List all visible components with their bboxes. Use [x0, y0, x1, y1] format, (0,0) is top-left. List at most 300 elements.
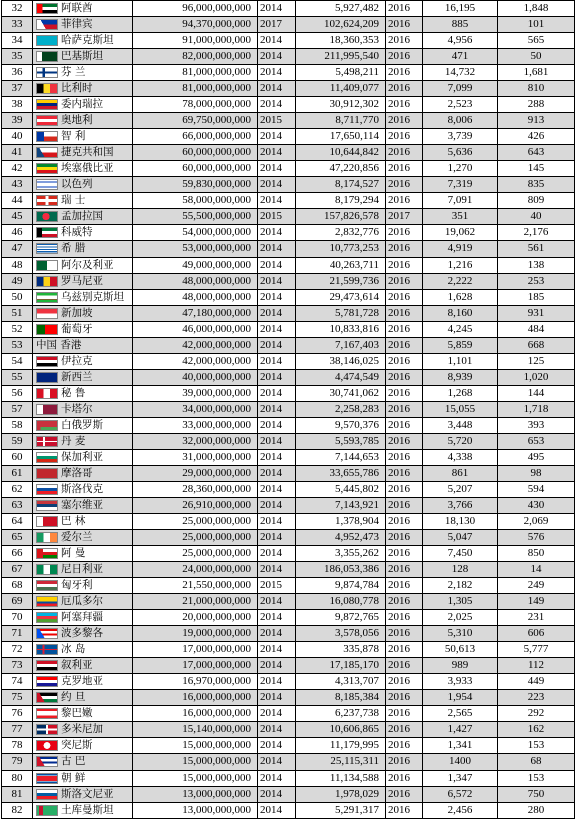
value-cell: 42,000,000,000 — [133, 353, 258, 369]
rank-cell: 67 — [2, 562, 33, 578]
table-row — [2, 113, 575, 129]
flag-lebanon-icon — [36, 708, 58, 719]
country-cell — [33, 481, 133, 497]
flag-romania-icon — [36, 276, 58, 287]
year-cell: 2014 — [258, 786, 296, 802]
per-capita-cell: 7,450 — [423, 546, 498, 562]
country-name: 叙利亚 — [61, 659, 93, 672]
table-row — [2, 786, 575, 802]
table-row — [2, 449, 575, 465]
country-cell — [33, 738, 133, 754]
flag-syria-icon — [36, 660, 58, 671]
per-capita-alt-cell: 14 — [498, 562, 575, 578]
year-cell: 2014 — [258, 369, 296, 385]
table-row — [2, 594, 575, 610]
population-cell: 38,146,025 — [296, 353, 386, 369]
country-name: 摩洛哥 — [61, 466, 93, 479]
value-cell: 60,000,000,000 — [133, 145, 258, 161]
per-capita-alt-cell: 292 — [498, 706, 575, 722]
table-row — [2, 385, 575, 401]
per-capita-cell: 50,613 — [423, 642, 498, 658]
country-name: 菲律宾 — [61, 18, 93, 31]
population-cell: 30,741,062 — [296, 385, 386, 401]
flag-azerbaijan-icon — [36, 612, 58, 623]
rank-cell: 57 — [2, 401, 33, 417]
population-year-cell: 2016 — [386, 465, 423, 481]
rank-cell: 47 — [2, 241, 33, 257]
per-capita-cell: 1,347 — [423, 770, 498, 786]
country-cell — [33, 369, 133, 385]
value-cell: 59,830,000,000 — [133, 177, 258, 193]
per-capita-alt-cell: 40 — [498, 209, 575, 225]
rank-cell: 79 — [2, 754, 33, 770]
year-cell: 2014 — [258, 257, 296, 273]
year-cell: 2014 — [258, 161, 296, 177]
country-name: 克罗地亚 — [61, 675, 103, 688]
per-capita-cell: 3,933 — [423, 674, 498, 690]
per-capita-cell: 3,766 — [423, 497, 498, 513]
rank-cell: 74 — [2, 674, 33, 690]
rank-cell: 61 — [2, 465, 33, 481]
table-row — [2, 241, 575, 257]
country-cell — [33, 546, 133, 562]
country-name: 新西兰 — [61, 370, 93, 383]
rank-cell: 37 — [2, 81, 33, 97]
rank-cell: 54 — [2, 353, 33, 369]
value-cell: 20,000,000,000 — [133, 610, 258, 626]
rank-cell: 72 — [2, 642, 33, 658]
population-cell: 10,606,865 — [296, 722, 386, 738]
per-capita-cell: 4,338 — [423, 449, 498, 465]
per-capita-alt-cell: 913 — [498, 113, 575, 129]
per-capita-alt-cell: 68 — [498, 754, 575, 770]
flag-morocco-icon — [36, 468, 58, 479]
country-cell — [33, 401, 133, 417]
population-year-cell: 2016 — [386, 497, 423, 513]
table-row — [2, 145, 575, 161]
rank-cell: 56 — [2, 385, 33, 401]
table-row — [2, 738, 575, 754]
per-capita-cell: 351 — [423, 209, 498, 225]
per-capita-alt-cell: 1,681 — [498, 65, 575, 81]
flag-jordan-icon — [36, 692, 58, 703]
value-cell: 24,000,000,000 — [133, 562, 258, 578]
per-capita-alt-cell: 125 — [498, 353, 575, 369]
country-name: 伊拉克 — [61, 354, 93, 367]
rank-cell: 55 — [2, 369, 33, 385]
table-row — [2, 353, 575, 369]
population-cell: 9,872,765 — [296, 610, 386, 626]
population-cell: 8,174,527 — [296, 177, 386, 193]
flag-singapore-icon — [36, 308, 58, 319]
year-cell: 2014 — [258, 81, 296, 97]
rank-cell: 42 — [2, 161, 33, 177]
per-capita-cell: 15,055 — [423, 401, 498, 417]
table-row — [2, 754, 575, 770]
country-cell — [33, 594, 133, 610]
population-year-cell: 2016 — [386, 401, 423, 417]
population-year-cell: 2016 — [386, 802, 423, 818]
table-row — [2, 321, 575, 337]
country-name: 中国 香港 — [36, 338, 82, 351]
per-capita-cell: 14,732 — [423, 65, 498, 81]
rank-cell: 66 — [2, 546, 33, 562]
value-cell: 21,550,000,000 — [133, 578, 258, 594]
country-name: 哈萨克斯坦 — [61, 34, 114, 47]
rank-cell: 52 — [2, 321, 33, 337]
value-cell: 69,750,000,000 — [133, 113, 258, 129]
population-year-cell: 2016 — [386, 738, 423, 754]
population-year-cell: 2016 — [386, 225, 423, 241]
rank-cell: 44 — [2, 193, 33, 209]
country-name: 波多黎各 — [61, 627, 103, 640]
country-name: 丹 麦 — [61, 434, 86, 447]
table-row — [2, 17, 575, 33]
country-cell — [33, 497, 133, 513]
population-cell: 10,833,816 — [296, 321, 386, 337]
table-row — [2, 369, 575, 385]
population-cell: 29,473,614 — [296, 289, 386, 305]
country-cell — [33, 273, 133, 289]
rank-cell: 36 — [2, 65, 33, 81]
table-row — [2, 690, 575, 706]
per-capita-alt-cell: 231 — [498, 610, 575, 626]
population-cell: 1,378,904 — [296, 514, 386, 530]
country-name: 匈牙利 — [61, 579, 93, 592]
population-cell: 10,773,253 — [296, 241, 386, 257]
population-year-cell: 2016 — [386, 65, 423, 81]
value-cell: 55,500,000,000 — [133, 209, 258, 225]
year-cell: 2014 — [258, 481, 296, 497]
year-cell: 2014 — [258, 417, 296, 433]
per-capita-alt-cell: 185 — [498, 289, 575, 305]
year-cell: 2014 — [258, 129, 296, 145]
population-cell: 5,498,211 — [296, 65, 386, 81]
population-year-cell: 2016 — [386, 161, 423, 177]
population-cell: 335,878 — [296, 642, 386, 658]
population-year-cell: 2016 — [386, 81, 423, 97]
rank-cell: 69 — [2, 594, 33, 610]
rank-cell: 80 — [2, 770, 33, 786]
per-capita-alt-cell: 576 — [498, 530, 575, 546]
population-year-cell: 2016 — [386, 722, 423, 738]
flag-czech-republic-icon — [36, 147, 58, 158]
population-cell: 9,570,376 — [296, 417, 386, 433]
value-cell: 48,000,000,000 — [133, 273, 258, 289]
per-capita-alt-cell: 809 — [498, 193, 575, 209]
table-row — [2, 305, 575, 321]
population-cell: 11,409,077 — [296, 81, 386, 97]
flag-denmark-icon — [36, 436, 58, 447]
per-capita-alt-cell: 223 — [498, 690, 575, 706]
country-cell — [33, 49, 133, 65]
year-cell: 2014 — [258, 337, 296, 353]
table-row — [2, 417, 575, 433]
flag-turkmenistan-icon — [36, 805, 58, 816]
rank-cell: 38 — [2, 97, 33, 113]
rank-cell: 75 — [2, 690, 33, 706]
per-capita-cell: 2,565 — [423, 706, 498, 722]
country-cell — [33, 193, 133, 209]
per-capita-alt-cell: 50 — [498, 49, 575, 65]
rank-cell: 62 — [2, 481, 33, 497]
country-cell — [33, 722, 133, 738]
population-cell: 8,179,294 — [296, 193, 386, 209]
country-name: 阿尔及利亚 — [61, 258, 114, 271]
flag-switzerland-icon — [36, 195, 58, 206]
flag-dominican-republic-icon — [36, 724, 58, 735]
per-capita-cell: 2,222 — [423, 273, 498, 289]
population-cell: 3,355,262 — [296, 546, 386, 562]
country-cell — [33, 145, 133, 161]
population-cell: 30,912,302 — [296, 97, 386, 113]
per-capita-cell: 2,182 — [423, 578, 498, 594]
country-name: 埃塞俄比亚 — [61, 162, 114, 175]
population-cell: 8,711,770 — [296, 113, 386, 129]
population-cell: 33,655,786 — [296, 465, 386, 481]
per-capita-cell: 1400 — [423, 754, 498, 770]
per-capita-cell: 1,954 — [423, 690, 498, 706]
rank-cell: 65 — [2, 530, 33, 546]
year-cell: 2014 — [258, 33, 296, 49]
country-name: 约 旦 — [61, 691, 86, 704]
country-cell — [33, 514, 133, 530]
per-capita-cell: 8,160 — [423, 305, 498, 321]
year-cell: 2014 — [258, 738, 296, 754]
value-cell: 25,000,000,000 — [133, 514, 258, 530]
flag-slovenia-icon — [36, 789, 58, 800]
population-year-cell: 2016 — [386, 369, 423, 385]
population-cell: 186,053,386 — [296, 562, 386, 578]
flag-north-korea-icon — [36, 773, 58, 784]
flag-belgium-icon — [36, 83, 58, 94]
value-cell: 21,000,000,000 — [133, 594, 258, 610]
population-cell: 11,134,588 — [296, 770, 386, 786]
value-cell: 15,000,000,000 — [133, 770, 258, 786]
per-capita-alt-cell: 449 — [498, 674, 575, 690]
country-name: 希 腊 — [61, 242, 86, 255]
population-year-cell: 2016 — [386, 273, 423, 289]
rank-cell: 59 — [2, 433, 33, 449]
year-cell: 2014 — [258, 674, 296, 690]
per-capita-alt-cell: 249 — [498, 578, 575, 594]
table-row — [2, 722, 575, 738]
flag-tunisia-icon — [36, 740, 58, 751]
per-capita-alt-cell: 810 — [498, 81, 575, 97]
country-name: 卡塔尔 — [61, 402, 93, 415]
country-name: 朝 鲜 — [61, 771, 86, 784]
population-year-cell: 2016 — [386, 129, 423, 145]
rank-cell: 50 — [2, 289, 33, 305]
rank-cell: 77 — [2, 722, 33, 738]
per-capita-alt-cell: 101 — [498, 17, 575, 33]
population-cell: 5,291,317 — [296, 802, 386, 818]
flag-venezuela-icon — [36, 99, 58, 110]
table-row — [2, 193, 575, 209]
population-cell: 7,144,653 — [296, 449, 386, 465]
population-year-cell: 2016 — [386, 481, 423, 497]
country-cell — [33, 433, 133, 449]
table-row — [2, 337, 575, 353]
country-cell — [33, 65, 133, 81]
year-cell: 2014 — [258, 49, 296, 65]
per-capita-alt-cell: 393 — [498, 417, 575, 433]
population-year-cell: 2016 — [386, 770, 423, 786]
country-cell — [33, 578, 133, 594]
table-row — [2, 225, 575, 241]
year-cell: 2014 — [258, 594, 296, 610]
flag-ecuador-icon — [36, 596, 58, 607]
flag-serbia-icon — [36, 500, 58, 511]
value-cell: 15,000,000,000 — [133, 738, 258, 754]
year-cell: 2014 — [258, 610, 296, 626]
population-year-cell: 2016 — [386, 754, 423, 770]
country-name: 以色列 — [61, 178, 93, 191]
per-capita-cell: 3,739 — [423, 129, 498, 145]
population-year-cell: 2016 — [386, 353, 423, 369]
population-year-cell: 2016 — [386, 241, 423, 257]
value-cell: 40,000,000,000 — [133, 369, 258, 385]
per-capita-cell: 1,628 — [423, 289, 498, 305]
country-cell — [33, 97, 133, 113]
country-name: 阿塞拜疆 — [61, 611, 103, 624]
country-cell — [33, 113, 133, 129]
country-name: 阿 曼 — [61, 547, 86, 560]
flag-austria-icon — [36, 115, 58, 126]
country-cell — [33, 690, 133, 706]
value-cell: 19,000,000,000 — [133, 626, 258, 642]
per-capita-cell: 4,956 — [423, 33, 498, 49]
country-name: 多米尼加 — [61, 723, 103, 736]
country-name: 白俄罗斯 — [61, 418, 103, 431]
per-capita-cell: 7,091 — [423, 193, 498, 209]
per-capita-alt-cell: 2,176 — [498, 225, 575, 241]
per-capita-alt-cell: 565 — [498, 33, 575, 49]
population-cell: 18,360,353 — [296, 33, 386, 49]
per-capita-alt-cell: 850 — [498, 546, 575, 562]
population-year-cell: 2016 — [386, 33, 423, 49]
table-row — [2, 97, 575, 113]
rank-cell: 60 — [2, 449, 33, 465]
rank-cell: 76 — [2, 706, 33, 722]
flag-bangladesh-icon — [36, 211, 58, 222]
value-cell: 29,000,000,000 — [133, 465, 258, 481]
population-year-cell: 2016 — [386, 257, 423, 273]
value-cell: 13,000,000,000 — [133, 786, 258, 802]
rank-cell: 64 — [2, 514, 33, 530]
population-cell: 8,185,384 — [296, 690, 386, 706]
country-name: 瑞 士 — [61, 194, 86, 207]
population-year-cell: 2017 — [386, 209, 423, 225]
population-cell: 6,237,738 — [296, 706, 386, 722]
flag-new-zealand-icon — [36, 372, 58, 383]
per-capita-alt-cell: 484 — [498, 321, 575, 337]
per-capita-alt-cell: 835 — [498, 177, 575, 193]
rank-cell: 39 — [2, 113, 33, 129]
value-cell: 26,910,000,000 — [133, 497, 258, 513]
value-cell: 25,000,000,000 — [133, 546, 258, 562]
population-year-cell: 2016 — [386, 417, 423, 433]
population-year-cell: 2016 — [386, 1, 423, 17]
per-capita-alt-cell: 430 — [498, 497, 575, 513]
population-cell: 21,599,736 — [296, 273, 386, 289]
country-cell — [33, 305, 133, 321]
per-capita-cell: 18,130 — [423, 514, 498, 530]
flag-qatar-icon — [36, 404, 58, 415]
flag-kuwait-icon — [36, 227, 58, 238]
country-cell — [33, 321, 133, 337]
table-row — [2, 497, 575, 513]
country-cell — [33, 786, 133, 802]
table-row — [2, 177, 575, 193]
country-cell — [33, 770, 133, 786]
year-cell: 2014 — [258, 305, 296, 321]
table-row — [2, 433, 575, 449]
flag-puerto-rico-icon — [36, 628, 58, 639]
value-cell: 78,000,000,000 — [133, 97, 258, 113]
per-capita-alt-cell: 750 — [498, 786, 575, 802]
rank-cell: 81 — [2, 786, 33, 802]
country-name: 爱尔兰 — [61, 531, 93, 544]
value-cell: 53,000,000,000 — [133, 241, 258, 257]
year-cell: 2014 — [258, 321, 296, 337]
country-data-table — [1, 0, 575, 819]
year-cell: 2014 — [258, 449, 296, 465]
country-cell — [33, 177, 133, 193]
per-capita-cell: 6,572 — [423, 786, 498, 802]
per-capita-alt-cell: 153 — [498, 770, 575, 786]
population-cell: 2,258,283 — [296, 401, 386, 417]
year-cell: 2014 — [258, 65, 296, 81]
flag-uzbekistan-icon — [36, 292, 58, 303]
value-cell: 17,000,000,000 — [133, 642, 258, 658]
per-capita-cell: 4,919 — [423, 241, 498, 257]
year-cell: 2014 — [258, 530, 296, 546]
rank-cell: 51 — [2, 305, 33, 321]
table-row — [2, 578, 575, 594]
year-cell: 2014 — [258, 626, 296, 642]
rank-cell: 58 — [2, 417, 33, 433]
year-cell: 2014 — [258, 177, 296, 193]
population-cell: 17,185,170 — [296, 658, 386, 674]
country-cell — [33, 610, 133, 626]
value-cell: 16,000,000,000 — [133, 690, 258, 706]
flag-kazakhstan-icon — [36, 35, 58, 46]
population-year-cell: 2016 — [386, 674, 423, 690]
per-capita-alt-cell: 153 — [498, 738, 575, 754]
country-cell — [33, 337, 133, 353]
per-capita-cell: 3,448 — [423, 417, 498, 433]
per-capita-cell: 1,268 — [423, 385, 498, 401]
per-capita-cell: 989 — [423, 658, 498, 674]
population-cell: 4,952,473 — [296, 530, 386, 546]
value-cell: 81,000,000,000 — [133, 81, 258, 97]
per-capita-alt-cell: 138 — [498, 257, 575, 273]
population-year-cell: 2016 — [386, 17, 423, 33]
year-cell: 2014 — [258, 465, 296, 481]
rank-cell: 70 — [2, 610, 33, 626]
country-cell — [33, 385, 133, 401]
country-name: 乌兹别克斯坦 — [61, 290, 124, 303]
table-row — [2, 401, 575, 417]
country-name: 葡萄牙 — [61, 322, 93, 335]
rank-cell: 73 — [2, 658, 33, 674]
country-cell — [33, 449, 133, 465]
rank-cell: 63 — [2, 497, 33, 513]
year-cell: 2014 — [258, 706, 296, 722]
table-row — [2, 1, 575, 17]
per-capita-alt-cell: 606 — [498, 626, 575, 642]
